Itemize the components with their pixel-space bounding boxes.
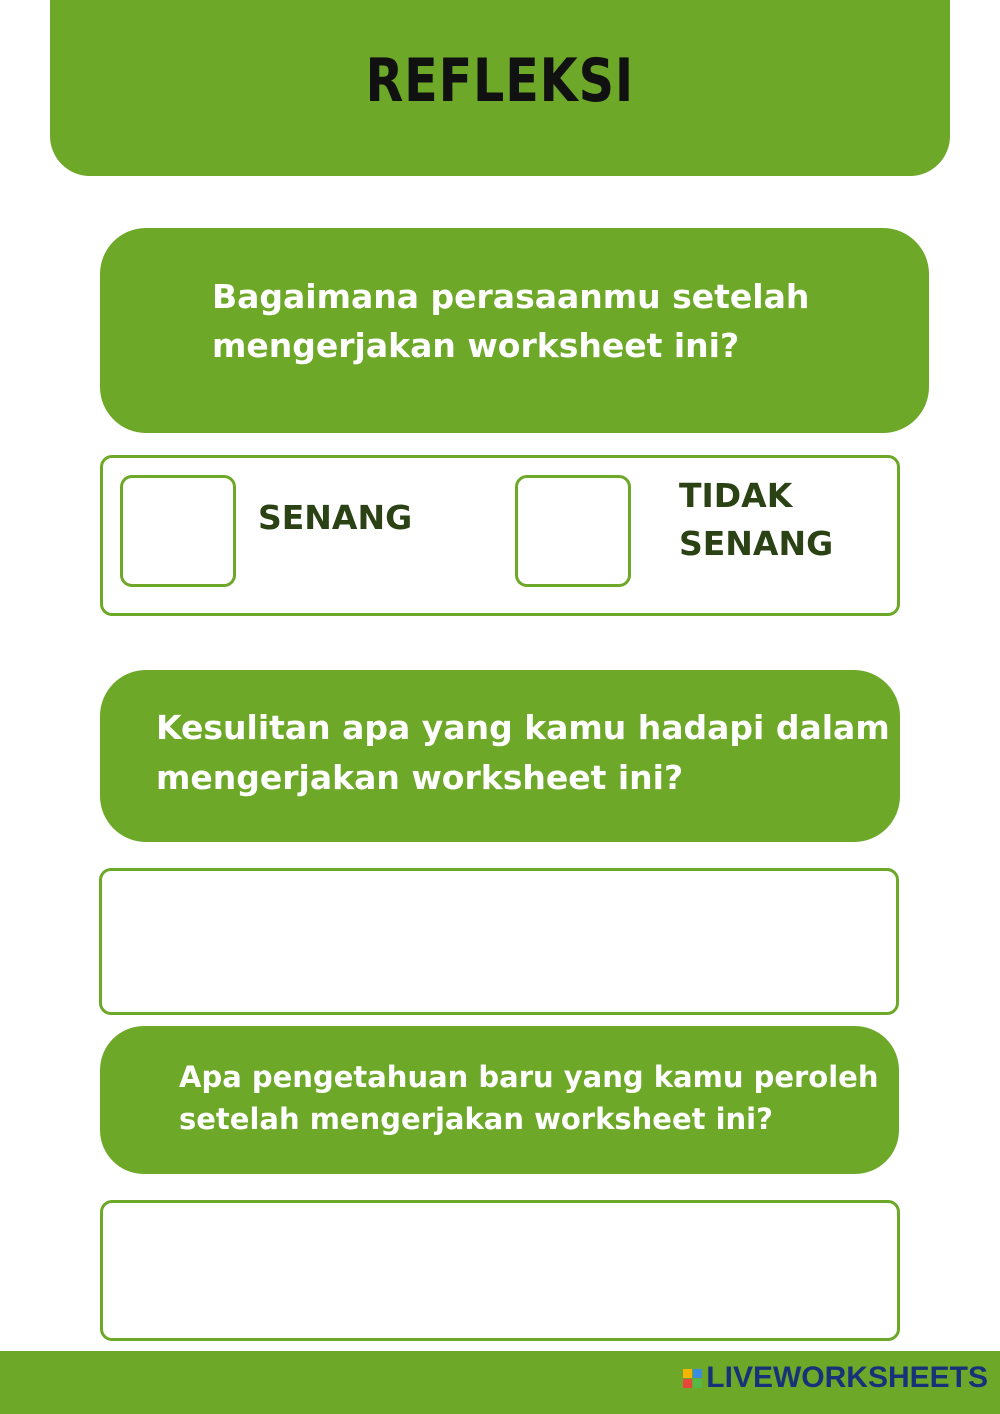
liveworksheets-logo-text: LIVEWORKSHEETS — [706, 1361, 988, 1394]
tidak-senang-label-line-1: TIDAK — [679, 476, 793, 515]
question-2-card — [100, 670, 900, 842]
question-2-line-1: Kesulitan apa yang kamu hadapi dalam — [156, 708, 890, 747]
logo-square-icon — [693, 1369, 702, 1378]
title-banner — [50, 0, 950, 176]
senang-label: SENANG — [258, 498, 413, 537]
question-1-line-2: mengerjakan worksheet ini? — [212, 326, 740, 365]
logo-square-icon — [693, 1379, 702, 1388]
question-2-line-2: mengerjakan worksheet ini? — [156, 758, 684, 797]
footer-bar — [0, 1351, 1000, 1414]
logo-square-icon — [683, 1369, 692, 1378]
difficulty-answer-field[interactable] — [99, 868, 899, 1015]
question-3-card — [100, 1026, 899, 1174]
tidak-senang-label-line-2: SENANG — [679, 524, 834, 563]
tidak-senang-checkbox[interactable] — [515, 475, 631, 587]
tidak-senang-label — [679, 472, 879, 568]
question-3-line-2: setelah mengerjakan worksheet ini? — [179, 1102, 773, 1136]
question-3-line-1: Apa pengetahuan baru yang kamu peroleh — [179, 1060, 879, 1094]
liveworksheets-logo[interactable] — [683, 1361, 988, 1395]
new-knowledge-answer-field[interactable] — [100, 1200, 900, 1341]
question-1-line-1: Bagaimana perasaanmu setelah — [212, 277, 810, 316]
logo-square-icon — [683, 1379, 692, 1388]
senang-checkbox[interactable] — [120, 475, 236, 587]
page-title: REFLEKSI — [365, 46, 635, 116]
question-1-card — [100, 228, 929, 433]
liveworksheets-logo-icon — [683, 1369, 702, 1388]
